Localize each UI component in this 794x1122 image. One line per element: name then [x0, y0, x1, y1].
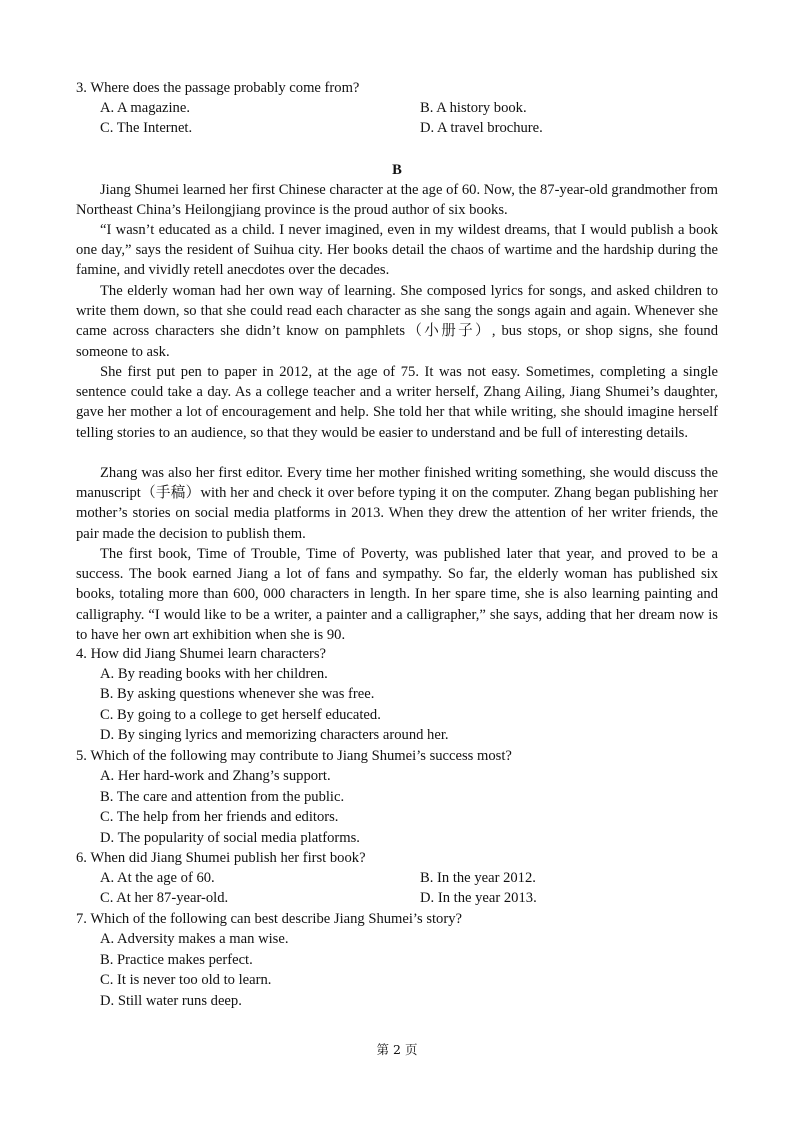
question-4: 4. How did Jiang Shumei learn characters?	[76, 646, 327, 662]
question-5: 5. Which of the following may contribute to Jiang Shumei’s success most?	[76, 748, 512, 764]
q3-option-c: C. The Internet.	[100, 120, 193, 136]
q4-option-d: D. By singing lyrics and memorizing characters around her.	[100, 727, 449, 743]
passage-paragraph-4: She first put pen to paper in 2012, at the age of 75. It was not easy. Sometimes, completing a single sentence could take a day. As a college teacher and a writer herself, Zhang Ailing, Jiang Shumei’s daughter, gave her mother a lot of encouragement and help. She told her that while writing, she should imagine herself telling stories to an audience, so that they would be easier to understand and be full of interesting details.	[76, 364, 718, 441]
q7-option-a: A. Adversity makes a man wise.	[100, 931, 289, 947]
q3-option-a: A. A magazine.	[100, 100, 190, 116]
passage-paragraph-3: The elderly woman had her own way of learning. She composed lyrics for songs, and asked children to write them down, so that she could read each character as she sang the songs again and again. Whenever she came across characters she didn’t know on pamphlets（小册子）, bus stops, or shop signs, she found someone to ask.	[76, 283, 718, 360]
passage-paragraph-6: The first book, Time of Trouble, Time of Poverty, was published later that year, and proved to be a success. The book earned Jiang a lot of fans and sympathy. So far, the elderly woman has published six books, totaling more than 600, 000 characters in length. In her spare time, she is also learning painting and calligraphy. “I would like to be a writer, a painter and a calligrapher,” she says, adding that her dream now is to have her own art exhibition when she is 90.	[76, 546, 718, 643]
q6-option-d: D. In the year 2013.	[420, 890, 537, 906]
section-title: B	[392, 162, 402, 178]
q5-option-d: D. The popularity of social media platforms.	[100, 830, 360, 846]
q5-option-b: B. The care and attention from the public.	[100, 789, 345, 805]
q4-option-a: A. By reading books with her children.	[100, 666, 328, 682]
page-number: 第 2 页	[376, 1042, 418, 1057]
passage-paragraph-1: Jiang Shumei learned her first Chinese character at the age of 60. Now, the 87-year-old grandmother from Northeast China’s Heilongjiang province is the proud author of six books.	[76, 182, 718, 219]
q7-option-c: C. It is never too old to learn.	[100, 972, 272, 988]
q4-option-b: B. By asking questions whenever she was free.	[100, 686, 375, 702]
q3-option-d: D. A travel brochure.	[420, 120, 543, 136]
q6-option-a: A. At the age of 60.	[100, 870, 215, 886]
q6-option-c: C. At her 87-year-old.	[100, 890, 229, 906]
q4-option-c: C. By going to a college to get herself educated.	[100, 707, 381, 723]
q6-option-b: B. In the year 2012.	[420, 870, 536, 886]
question-7: 7. Which of the following can best describe Jiang Shumei’s story?	[76, 911, 462, 927]
question-6: 6. When did Jiang Shumei publish her first book?	[76, 850, 366, 866]
q5-option-a: A. Her hard-work and Zhang’s support.	[100, 768, 331, 784]
passage-paragraph-5: Zhang was also her first editor. Every time her mother finished writing something, she would discuss the manuscript（手稿）with her and check it over before typing it on the computer. Zhang began publishing her mother’s stories on social media platforms in 2013. When they drew the attention of her writer friends, the pair made the decision to publish them.	[76, 465, 718, 542]
q7-option-d: D. Still water runs deep.	[100, 993, 242, 1009]
q3-option-b: B. A history book.	[420, 100, 527, 116]
question-3: 3. Where does the passage probably come from?	[76, 80, 360, 96]
q5-option-c: C. The help from her friends and editors.	[100, 809, 339, 825]
passage-paragraph-2: “I wasn’t educated as a child. I never imagined, even in my wildest dreams, that I would publish a book one day,” says the resident of Suihua city. Her books detail the chaos of wartime and the hardship during the famine, and vividly retell anecdotes over the decades.	[76, 222, 718, 279]
q7-option-b: B. Practice makes perfect.	[100, 952, 253, 968]
